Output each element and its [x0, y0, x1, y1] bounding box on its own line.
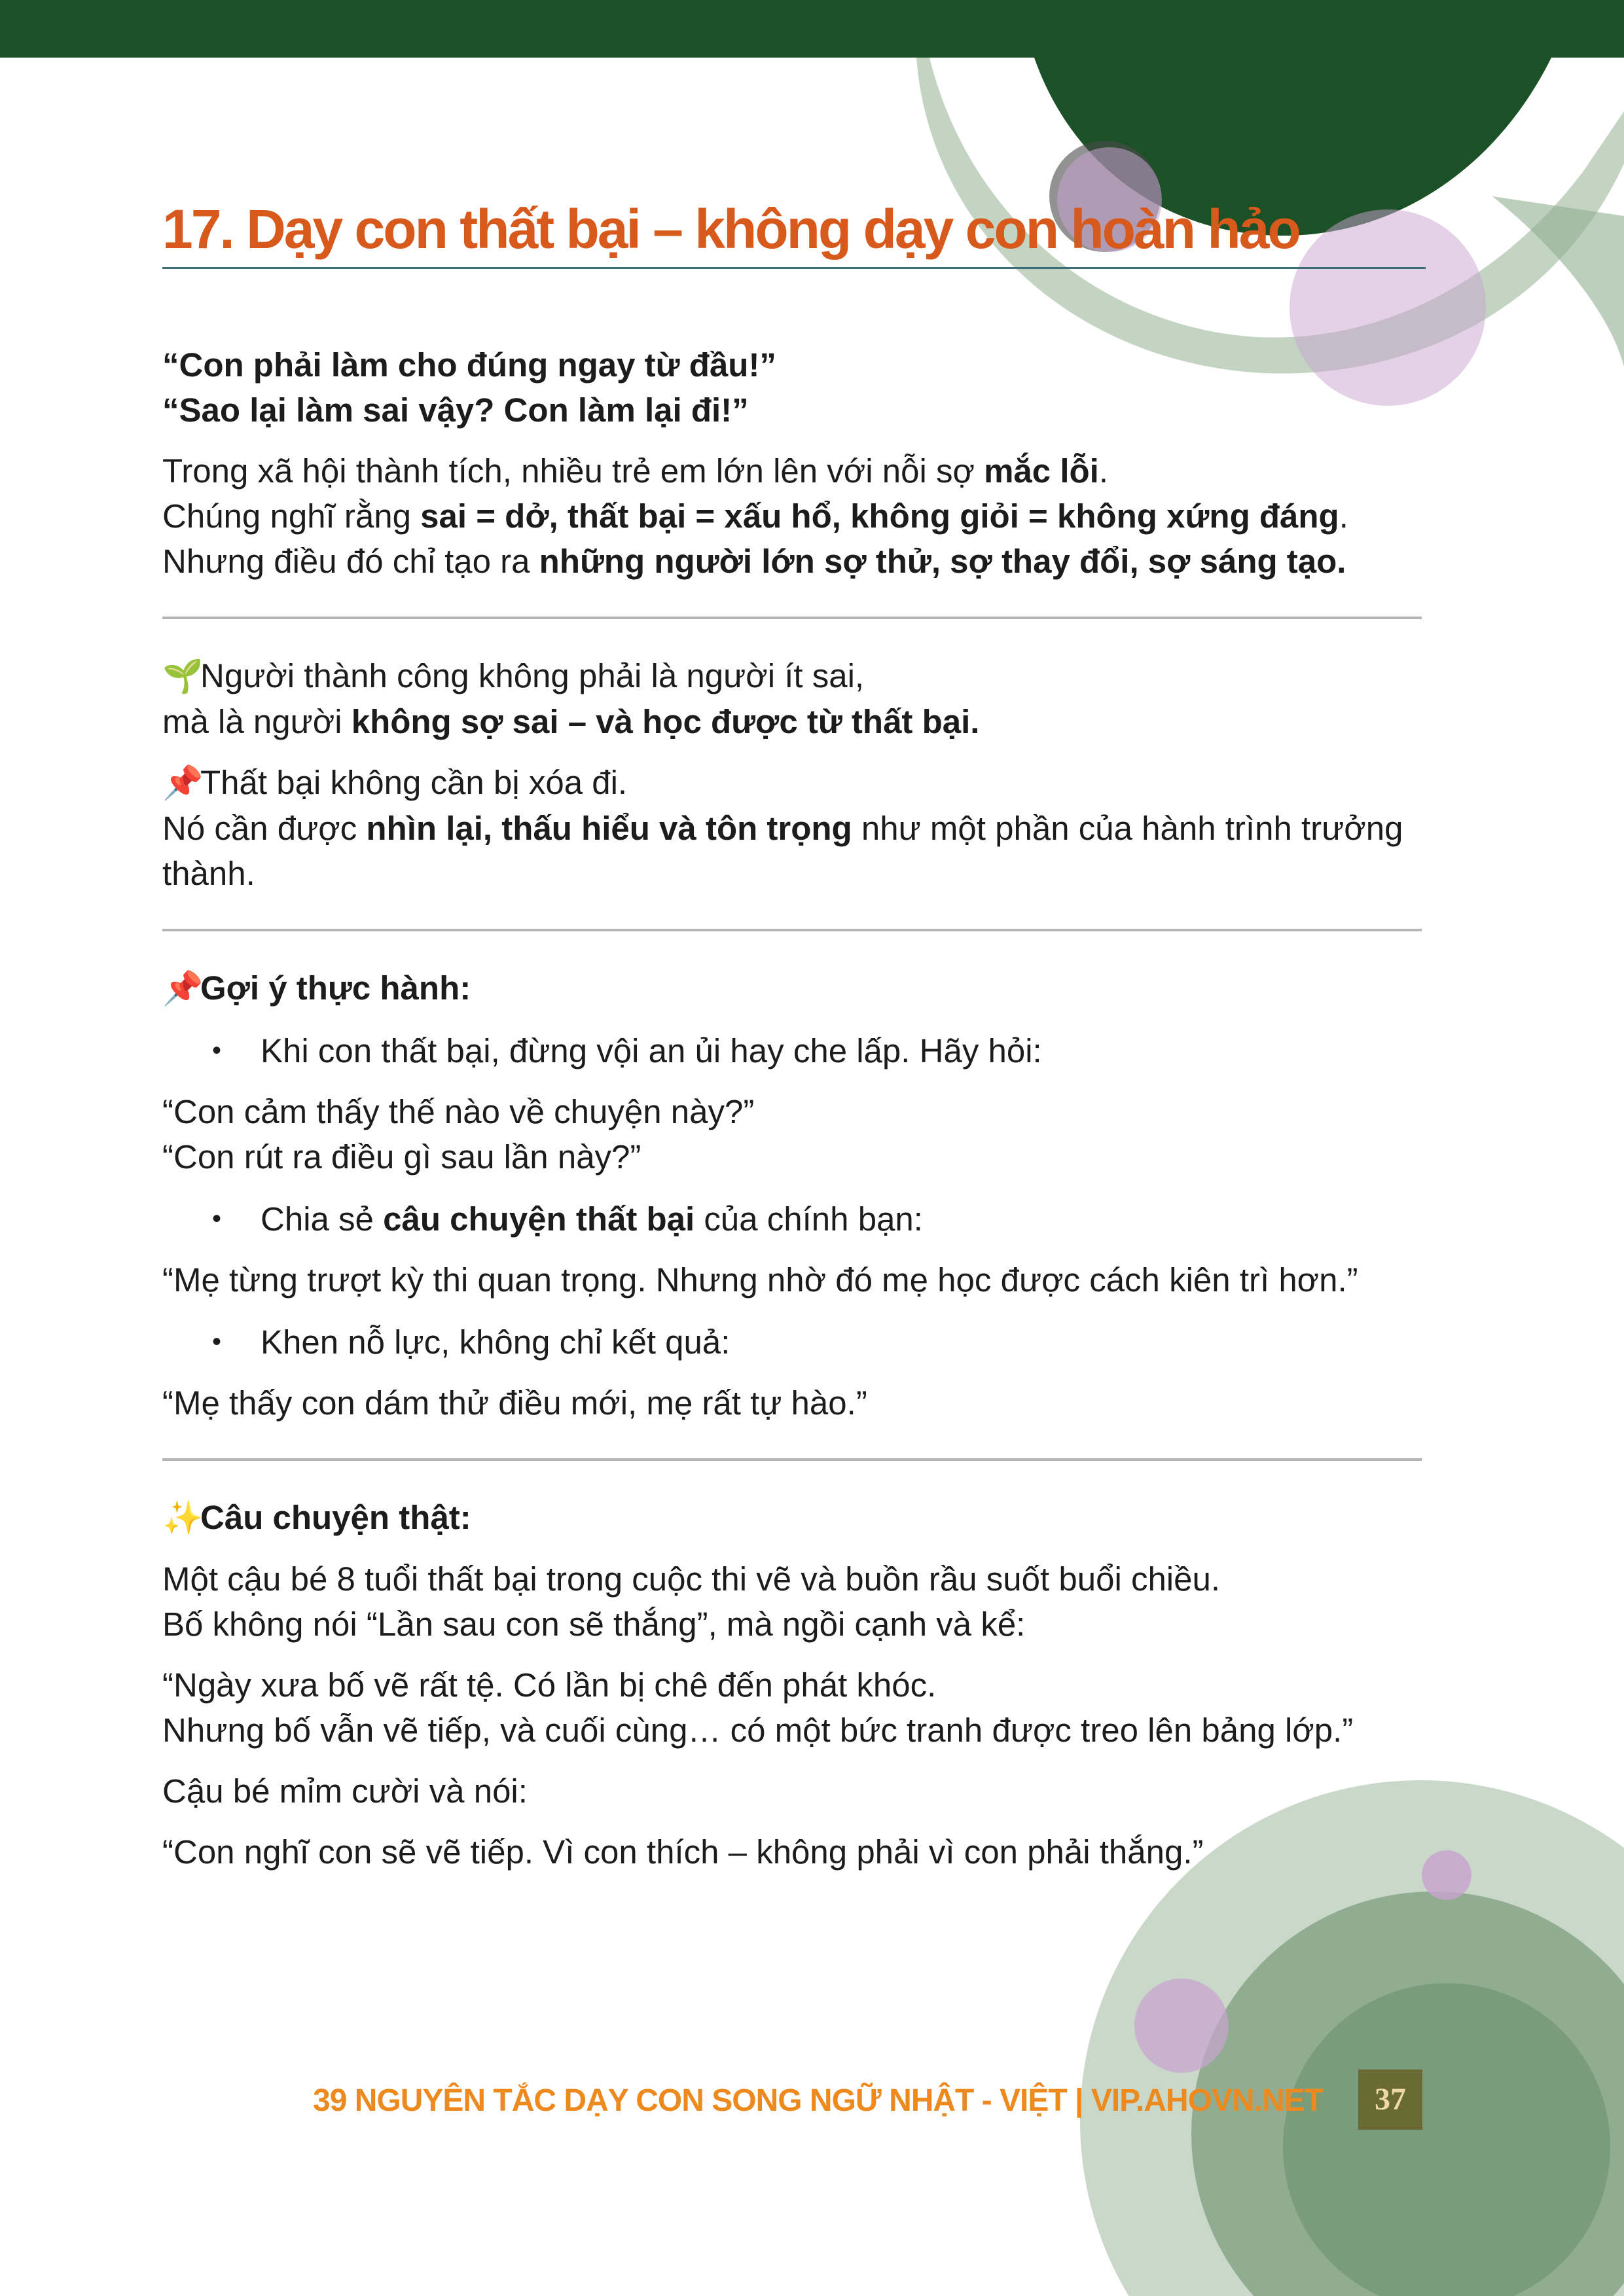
failure-line: 📌Thất bại không cần bị xóa đi.: [162, 760, 1426, 806]
practice-quote: “Mẹ thấy con dám thử điều mới, mẹ rất tự hào.”: [162, 1384, 867, 1422]
practice-heading: 📌Gợi ý thực hành:: [162, 965, 1426, 1011]
divider: [162, 929, 1422, 931]
intro-quote: “Sao lại làm sai vậy? Con làm lại đi!”: [162, 391, 749, 429]
story-paragraph: Nhưng bố vẫn vẽ tiếp, và cuối cùng… có một bức tranh được treo lên bảng lớp.”: [162, 1712, 1354, 1749]
failure-line: Nó cần được nhìn lại, thấu hiểu và tôn trọng như một phần của hành trình trưởng thành.: [162, 810, 1403, 892]
success-line: mà là người không sợ sai – và học được từ thất bại.: [162, 703, 980, 740]
seedling-icon: 🌱: [162, 658, 204, 694]
story-paragraph: Bố không nói “Lần sau con sẽ thắng”, mà ngồi cạnh và kể:: [162, 1605, 1026, 1643]
divider: [162, 1458, 1422, 1461]
intro-paragraph: Chúng nghĩ rằng sai = dở, thất bại = xấu hổ, không giỏi = không xứng đáng.: [162, 497, 1348, 535]
footer-title: 39 NGUYÊN TẮC DẠY CON SONG NGỮ NHẬT - VIỆT | VIP.AHOVN.NET: [313, 2083, 1324, 2118]
story-paragraph: Cậu bé mỉm cười và nói:: [162, 1772, 528, 1810]
intro-paragraph: Trong xã hội thành tích, nhiều trẻ em lớn lên với nỗi sợ mắc lỗi.: [162, 452, 1108, 490]
sparkles-icon: ✨: [162, 1499, 204, 1536]
practice-quote: “Con cảm thấy thế nào về chuyện này?”: [162, 1093, 755, 1130]
pushpin-icon: 📌: [162, 764, 204, 801]
pushpin-icon: 📌: [162, 970, 204, 1007]
intro-quote: “Con phải làm cho đúng ngay từ đầu!”: [162, 346, 776, 384]
intro-paragraph: Nhưng điều đó chỉ tạo ra những người lớn sợ thử, sợ thay đổi, sợ sáng tạo.: [162, 543, 1346, 580]
practice-quote: “Con rút ra điều gì sau lần này?”: [162, 1138, 641, 1175]
story-paragraph: “Ngày xưa bố vẽ rất tệ. Có lần bị chê đến phát khóc.: [162, 1666, 937, 1704]
divider: [162, 617, 1422, 619]
list-item: • Khen nỗ lực, không chỉ kết quả:: [162, 1319, 1426, 1365]
story-paragraph: “Con nghĩ con sẽ vẽ tiếp. Vì con thích – không phải vì con phải thắng.”: [162, 1833, 1204, 1871]
lilac-dot-small: [1422, 1850, 1471, 1900]
lilac-dot-mid: [1134, 1979, 1229, 2073]
list-item: • Khi con thất bại, đừng vội an ủi hay che lấp. Hãy hỏi:: [162, 1028, 1426, 1073]
story-paragraph: Một cậu bé 8 tuổi thất bại trong cuộc thi vẽ và buồn rầu suốt buổi chiều.: [162, 1560, 1221, 1598]
list-item: • Chia sẻ câu chuyện thất bại của chính bạn:: [162, 1196, 1426, 1242]
sage-core: [1283, 1983, 1610, 2296]
page-content: [162, 196, 1426, 1874]
page-title: 17. Dạy con thất bại – không dạy con hoàn hảo: [162, 196, 1426, 269]
page-number: 37: [1358, 2070, 1422, 2130]
success-line: 🌱Người thành công không phải là người ít sai,: [162, 653, 1426, 699]
story-heading: ✨Câu chuyện thật:: [162, 1495, 1426, 1541]
practice-quote: “Mẹ từng trượt kỳ thi quan trọng. Nhưng nhờ đó mẹ học được cách kiên trì hơn.”: [162, 1261, 1358, 1299]
